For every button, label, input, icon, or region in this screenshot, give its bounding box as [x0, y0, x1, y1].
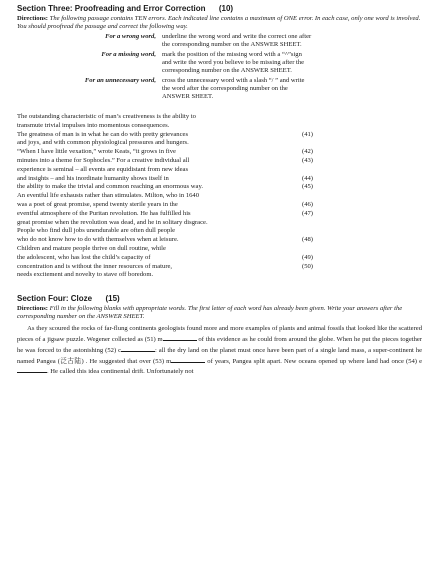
rule-wrong-word [17, 33, 422, 49]
rule-label: For a missing word, [101, 50, 156, 58]
rule-text: mark the position of the missing word with a “^”sign and write the word you believe to be missing after the corresponding number on the ANSWER SHEET. [162, 50, 305, 74]
passage-line [17, 192, 422, 201]
passage-line [17, 139, 422, 148]
passage-line [17, 245, 422, 254]
rule-unnecessary-word [17, 77, 422, 101]
section-three-points: (10) [218, 4, 234, 13]
line-number: (46) [302, 201, 313, 209]
passage-line [17, 183, 422, 192]
rule-label: For an unnecessary word, [84, 76, 156, 84]
passage-line [17, 166, 422, 175]
blank-54[interactable] [17, 366, 47, 373]
blank-52[interactable] [121, 345, 155, 352]
passage-line [17, 210, 422, 219]
line-number: (50) [302, 262, 313, 270]
line-number: (48) [302, 236, 313, 244]
line-text: and insights – and his inordinate humanity shows itself in [17, 174, 169, 182]
proofreading-passage [17, 113, 422, 280]
line-text: Children and mature people thrive on dull routine, while [17, 245, 166, 253]
directions-text: The following passage contains TEN errors. Each indicated line contains a maximum of ONE error. In each case, only one word is involved. You should proofread the passage and correct the following way. [17, 14, 421, 30]
passage-line [17, 227, 422, 236]
passage-line [17, 201, 422, 210]
line-text: and joys, and with common physiological pressures and hungers. [17, 139, 189, 147]
rule-label: For a wrong word, [105, 32, 156, 40]
section-four-heading [17, 294, 422, 304]
section-four-directions [17, 305, 422, 321]
cloze-text: : all the dry land on the planet must once have been part of a single land mass, a super-continent he named Pangea (泛古陆) . He suggested that over (53) m [17, 346, 422, 365]
passage-line [17, 131, 422, 140]
line-text: An eventful life exhausts rather than stimulates. Milton, who in 1640 [17, 192, 200, 200]
line-text: the adolescent, who has lost the child’s capacity of [17, 253, 151, 261]
blank-51[interactable] [163, 334, 197, 341]
line-number [302, 139, 326, 148]
correction-rules [17, 33, 422, 101]
line-text: The outstanding characteristic of man’s creativeness is the ability to [17, 113, 196, 121]
section-three-heading [17, 4, 422, 14]
line-number: (49) [302, 253, 313, 261]
passage-line [17, 175, 422, 184]
cloze-passage [17, 325, 422, 377]
directions-text: Fill in the following blanks with appropriate words. The first letter of each word has already been given. Write your answers after the corresponding number on the ANSWER SHEET. [17, 304, 403, 320]
line-number [302, 227, 326, 236]
passage-line [17, 254, 422, 263]
line-text: concentration and is without the inner resources of mature, [17, 262, 173, 270]
directions-label: Directions: [17, 14, 49, 22]
cloze-text: As they scoured the rocks of far-flung continents geologists found more and more examples of plants and animal fossils that looked like the scattered pieces of a jigsaw puzzle. Wegener collected as (51) m [17, 325, 422, 343]
cloze-text: of this evidence as he could from around the globe. When he put the pieces together he was forced to the astonishing (52) c [17, 335, 422, 354]
line-text: eventful atmosphere of the Puritan revolution. He has fulfilled his [17, 209, 191, 217]
line-number [302, 122, 326, 131]
passage-line [17, 157, 422, 166]
rule-text: underline the wrong word and write the correct one after the corresponding number on the ANSWER SHEET. [162, 32, 312, 48]
line-text: the ability to make the trivial and common reaching an enormous way. [17, 183, 203, 191]
blank-53[interactable] [171, 356, 205, 363]
line-text: People who find dull jobs unendurable are often dull people [17, 227, 176, 235]
passage-line [17, 263, 422, 272]
line-number [302, 219, 326, 228]
line-number: (43) [302, 157, 313, 165]
line-text: transmute trivial impulses into momentous consequences. [17, 121, 170, 129]
section-four-points: (15) [105, 294, 120, 304]
line-number: (47) [302, 209, 313, 217]
directions-label: Directions: [17, 304, 49, 312]
line-number: (45) [302, 183, 313, 191]
line-text: who do not know how to do with themselves when at leisure. [17, 236, 179, 244]
section-four-title: Section Four: Cloze [17, 294, 93, 304]
line-text: The greatness of man is in what he can do with pretty grievances [17, 130, 189, 138]
line-text: minutes into a theme for Sophocles.” For a creative individual all [17, 157, 190, 165]
rule-text: cross the unnecessary word with a slash “/ ” and write the word after the corresponding number on the ANSWER SHEET. [162, 76, 305, 101]
line-text: “When I have little vexation,” wrote Keats, “it grows in five [17, 148, 176, 156]
line-number [302, 166, 326, 175]
line-number [302, 271, 326, 280]
line-text: was a poet of great promise, spend twenty sterile years in the [17, 201, 178, 209]
line-number [302, 113, 326, 122]
rule-missing-word [17, 51, 422, 75]
line-number: (44) [302, 174, 313, 182]
cloze-text: of years, Pangea split apart. New oceans opened up where land had once (54) e [205, 357, 422, 365]
cloze-text: . He called this idea continental drift. Unfortunately not [47, 368, 194, 376]
line-text: needs excitement and novelty to stave off boredom. [17, 271, 154, 279]
passage-line [17, 148, 422, 157]
line-number: (41) [302, 130, 313, 138]
passage-line [17, 236, 422, 245]
line-text: great promise when the revolution was dead, and he in solitary disgrace. [17, 218, 208, 226]
line-text: experience is seminal – all events are equidistant from new ideas [17, 165, 189, 173]
passage-line [17, 122, 422, 131]
passage-line [17, 271, 422, 280]
passage-line [17, 219, 422, 228]
line-number [302, 245, 326, 254]
section-three-directions [17, 15, 422, 31]
line-number [302, 192, 326, 201]
line-number: (42) [302, 148, 313, 156]
passage-line [17, 113, 422, 122]
exam-page [17, 4, 422, 377]
section-three-title: Section Three: Proofreading and Error Correction [17, 4, 206, 13]
